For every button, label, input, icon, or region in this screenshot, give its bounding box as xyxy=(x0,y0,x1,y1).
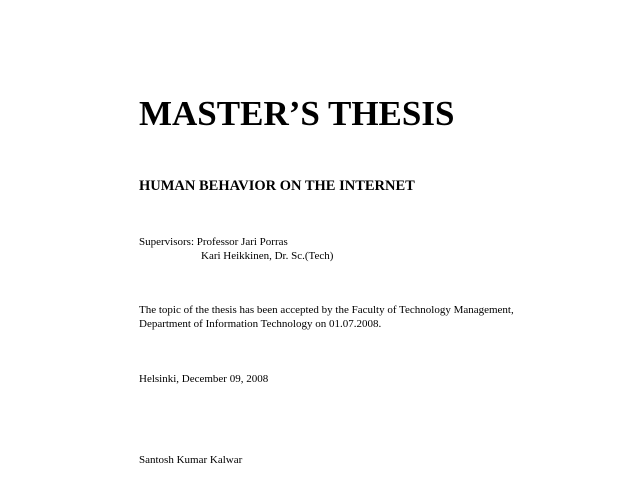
supervisors-line-2: Kari Heikkinen, Dr. Sc.(Tech) xyxy=(201,250,334,262)
topic-line-2: Department of Information Technology on 01.07.2008. xyxy=(139,318,382,330)
topic-acceptance-block xyxy=(139,303,514,331)
thesis-subtitle: HUMAN BEHAVIOR ON THE INTERNET xyxy=(139,178,415,194)
author-name: Santosh Kumar Kalwar xyxy=(139,454,243,466)
thesis-title: MASTER’S THESIS xyxy=(139,94,455,133)
supervisors-line-1: Supervisors: Professor Jari Porras xyxy=(139,236,288,248)
supervisors-block xyxy=(139,235,333,263)
topic-line-1: The topic of the thesis has been accepted by the Faculty of Technology Management, xyxy=(139,304,514,316)
place-date: Helsinki, December 09, 2008 xyxy=(139,373,269,385)
